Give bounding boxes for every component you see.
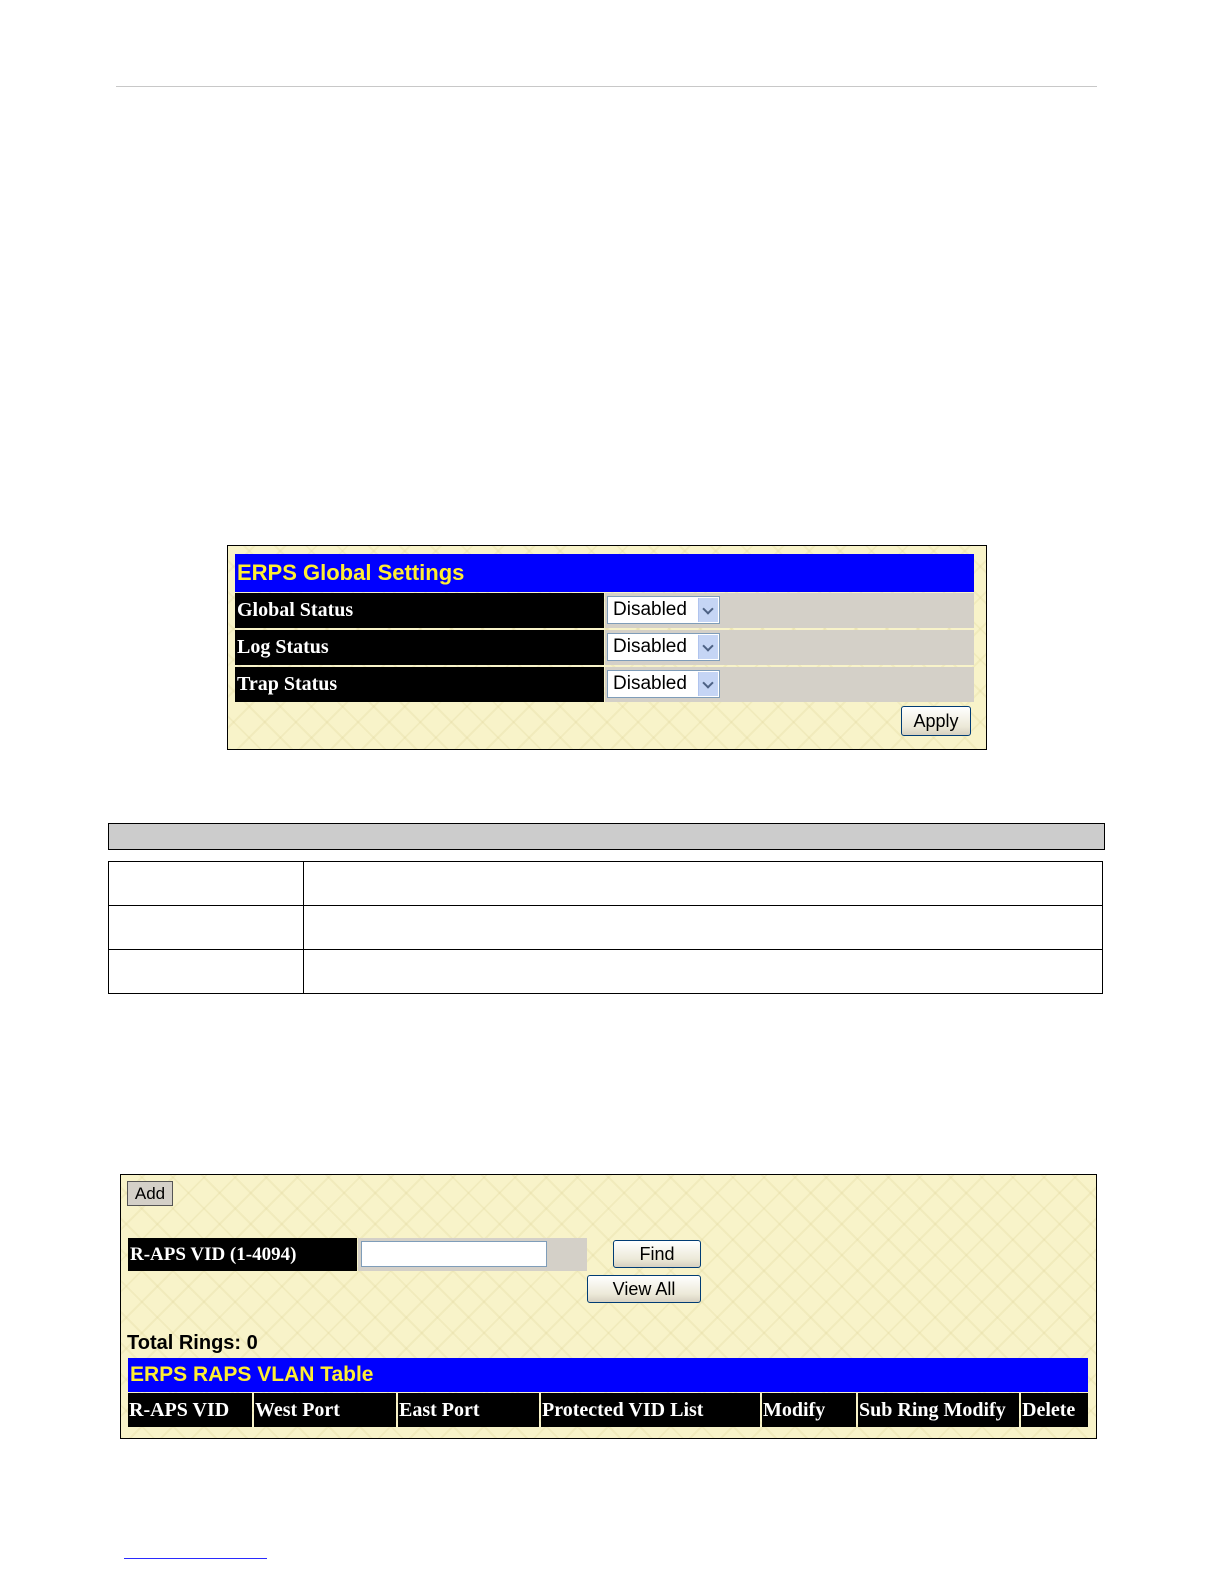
global-status-cell — [605, 593, 974, 628]
log-status-cell — [605, 630, 974, 665]
description-table-header — [108, 823, 1105, 850]
global-status-select[interactable] — [607, 596, 720, 624]
trap-status-value: Disabled — [613, 673, 687, 694]
table-cell — [109, 862, 304, 906]
table-row — [109, 950, 1103, 994]
chevron-down-icon[interactable] — [698, 672, 718, 696]
log-status-label: Log Status — [235, 630, 604, 665]
raps-vlan-table-title: ERPS RAPS VLAN Table — [128, 1358, 1088, 1392]
raps-vid-input[interactable] — [361, 1241, 547, 1267]
global-status-label: Global Status — [235, 593, 604, 628]
add-button[interactable]: Add — [127, 1181, 173, 1206]
column-header-delete: Delete — [1021, 1393, 1088, 1427]
column-header-modify: Modify — [762, 1393, 856, 1427]
view-all-button[interactable]: View All — [587, 1275, 701, 1303]
table-cell — [304, 862, 1103, 906]
header-rule — [116, 86, 1097, 87]
table-row — [109, 906, 1103, 950]
erps-raps-vlan-panel — [120, 1174, 1097, 1439]
chevron-down-icon[interactable] — [698, 598, 718, 622]
raps-vid-cell — [358, 1238, 587, 1271]
table-cell — [304, 906, 1103, 950]
table-row — [109, 862, 1103, 906]
column-header-raps-vid: R-APS VID — [128, 1393, 252, 1427]
total-rings-count: Total Rings: 0 — [127, 1332, 258, 1354]
apply-button[interactable]: Apply — [901, 706, 971, 736]
log-status-select[interactable] — [607, 633, 720, 661]
erps-global-settings-panel — [227, 545, 987, 750]
chevron-down-icon[interactable] — [698, 635, 718, 659]
global-settings-title: ERPS Global Settings — [235, 554, 974, 592]
trap-status-label: Trap Status — [235, 667, 604, 702]
table-cell — [304, 950, 1103, 994]
log-status-value: Disabled — [613, 636, 687, 657]
trap-status-select[interactable] — [607, 670, 720, 698]
table-cell — [109, 950, 304, 994]
raps-vid-label: R-APS VID (1-4094) — [128, 1238, 357, 1271]
column-header-sub-ring-modify: Sub Ring Modify — [858, 1393, 1019, 1427]
global-status-value: Disabled — [613, 599, 687, 620]
column-header-protected-vid-list: Protected VID List — [541, 1393, 760, 1427]
find-button[interactable]: Find — [613, 1240, 701, 1268]
column-header-west-port: West Port — [254, 1393, 396, 1427]
trap-status-cell — [605, 667, 974, 702]
footer-link-underline — [124, 1558, 267, 1559]
column-header-east-port: East Port — [398, 1393, 539, 1427]
description-table — [108, 861, 1103, 994]
table-cell — [109, 906, 304, 950]
